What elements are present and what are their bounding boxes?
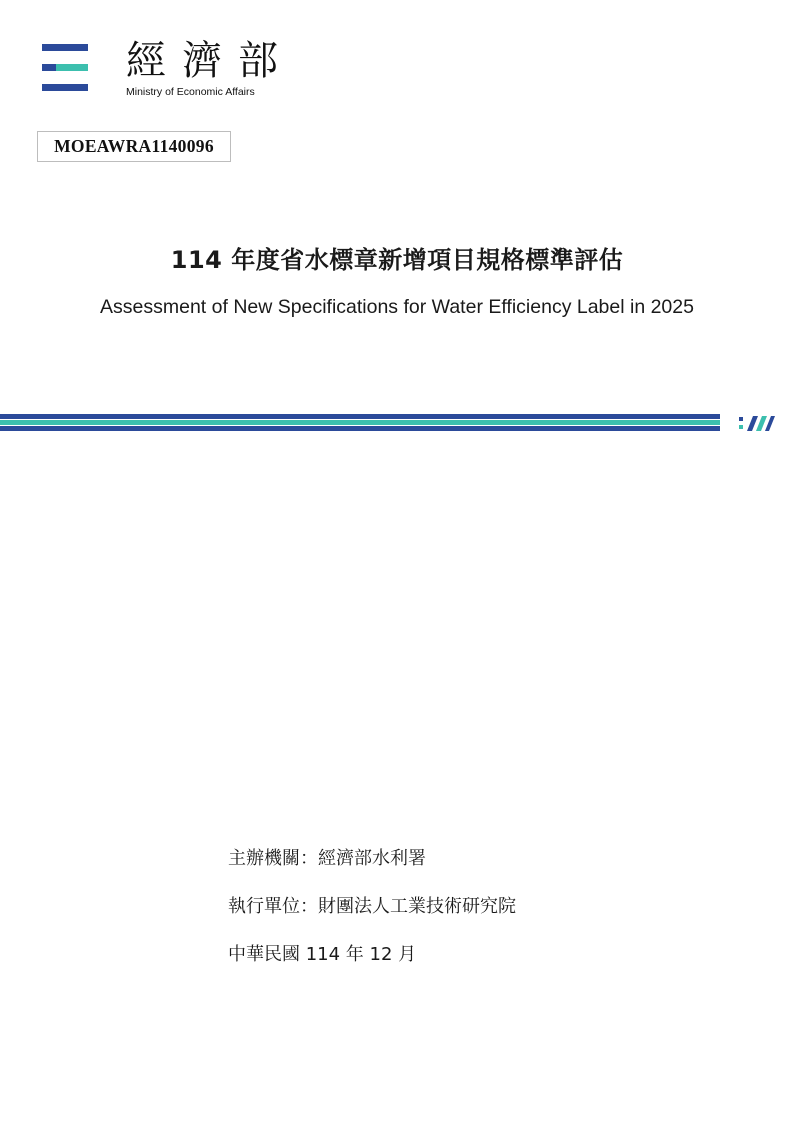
ministry-logo xyxy=(42,38,302,100)
sponsor-line: 主辦機關：經濟部水利署 xyxy=(228,848,426,869)
document-title-cn: 114 年度省水標章新增項目規格標準評估 xyxy=(170,246,624,274)
document-code: MOEAWRA1140096 xyxy=(37,131,231,162)
document-title-en: Assessment of New Specifications for Water Efficiency Label in 2025 xyxy=(100,296,694,318)
ministry-name-en: Ministry of Economic Affairs xyxy=(126,86,255,98)
water-brand-icon xyxy=(738,413,776,433)
title-divider xyxy=(0,414,720,431)
ministry-name-cn: 經濟部 xyxy=(126,38,294,84)
executor-line: 執行單位：財團法人工業技術研究院 xyxy=(228,896,516,917)
ministry-logo-icon xyxy=(42,44,88,92)
date-line: 中華民國 114 年 12 月 xyxy=(228,944,417,965)
